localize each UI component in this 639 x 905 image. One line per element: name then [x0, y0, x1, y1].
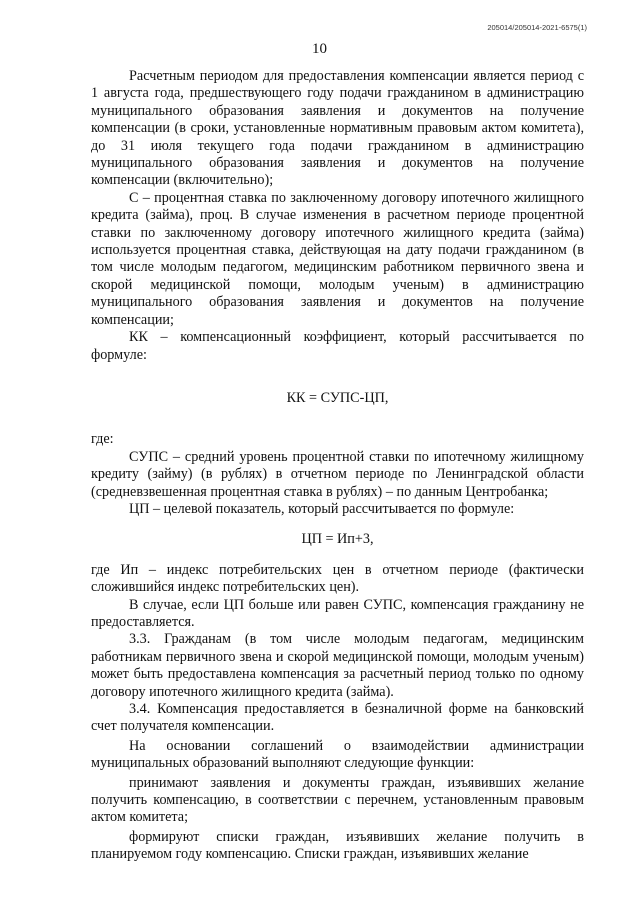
- paragraph-cpi: где Ип – индекс потребительских цен в отчетном периоде (фактически сложившийся индекс потребительских цен).: [91, 561, 584, 596]
- label-where: где:: [91, 431, 114, 448]
- page-number: 10: [312, 41, 327, 57]
- paragraph-item-3-3: 3.3. Гражданам (в том числе молодым педагогам, медицинским работникам первичного звена и скорой медицинской помощи, молодым ученым) может быть предоставлена компенсация за расчетный период только по одному договору ипотечного жилищного кредита (займа).: [91, 631, 584, 700]
- paragraph-supc: СУПС – средний уровень процентной ставки по ипотечному жилищному кредиту (займу) (в рублях) в отчетном периоде по Ленинградской области (средневзвешенная процентная ставка в рублях) – по данным Центробанка;: [91, 448, 584, 500]
- paragraph-accept-applications: принимают заявления и документы граждан, изъявивших желание получить компенсацию, в соответствии с перечнем, установленным правовым актом комитета;: [91, 774, 584, 826]
- paragraph-target-indicator: ЦП – целевой показатель, который рассчитывается по формуле:: [129, 500, 515, 517]
- paragraph-no-compensation: В случае, если ЦП больше или равен СУПС, компенсация гражданину не предоставляется.: [91, 596, 584, 630]
- document-code: 205014/205014-2021-6575(1): [487, 23, 587, 32]
- paragraph-agreements: На основании соглашений о взаимодействии администрации муниципальных образований выполняют следующие функции:: [91, 737, 584, 772]
- formula-kk: КК = СУПС-ЦП,: [286, 389, 389, 406]
- paragraph-interest-rate: С – процентная ставка по заключенному договору ипотечного жилищного кредита (займа), проц. В случае изменения в расчетном периоде процентной ставки по заключенному договору ипотечного жилищного кредита (займа) используется процентная ставка, действующая на дату подачи гражданином (в том числе молодым педагогом, медицинским работником первичного звена и скорой медицинской помощи, молодым ученым) в администрацию муниципального образования заявления и документов на получение компенсации;: [91, 189, 584, 328]
- document-body: [91, 68, 584, 864]
- paragraph-compensation-coefficient: КК – компенсационный коэффициент, который рассчитывается по формуле:: [91, 329, 584, 363]
- paragraph-calculation-period: Расчетным периодом для предоставления компенсации является период с 1 августа года, предшествующего году подачи гражданином в администрацию муниципального образования заявления и документов на получение компенсации (в сроки, установленные нормативным правовым актом комитета), до 31 июля текущего года подачи гражданином в администрацию муниципального образования заявления и документов на получение компенсации (включительно);: [91, 68, 584, 189]
- paragraph-item-3-4: 3.4. Компенсация предоставляется в безналичной форме на банковский счет получателя компенсации.: [91, 701, 584, 735]
- paragraph-form-lists: формируют списки граждан, изъявивших желание получить в планируемом году компенсацию. Списки граждан, изъявивших желание: [91, 828, 584, 863]
- formula-cp: ЦП = Ип+3,: [301, 531, 374, 548]
